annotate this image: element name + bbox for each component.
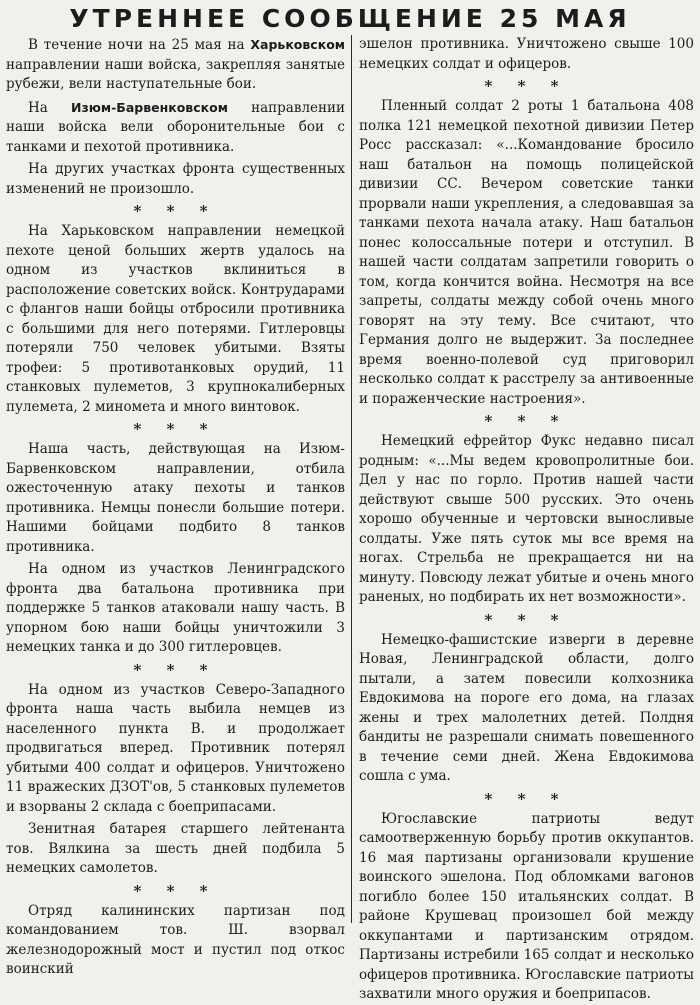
paragraph-kharkov-front	[6, 35, 345, 95]
right-column	[352, 35, 694, 1002]
paragraph-corporal-fuchs: Немецкий ефрейтор Фукс недавно писал родным: «...Мы ведем кровопролитные бои. Дел у нас по горло. Против нашей части действуют свыше 500 русских. Это очень хорошо обученные и чертовски выносливые солдаты. Уже пять суток мы все время на ногах. Стрельба не прекращается ни на минуту. Повсюду лежат убитые и очень много раненых, но подбирать их нет возможности».	[359, 433, 694, 605]
section-separator: * * *	[484, 789, 569, 808]
paragraph-izyum-front	[6, 98, 345, 158]
paragraph-northwest-front: На одном из участков Северо-Западного фронта наша часть выбила немцев из населенного пункта В. и продолжает продвигаться вперед. Противник потерял убитыми 400 солдат и офицеров. Уничтожено 11 вражеских ДЗОТ'ов, 5 станковых пулеметов и взорваны 2 склада с боеприпасами.	[6, 681, 345, 815]
section-separator: * * *	[133, 660, 218, 679]
paragraph-aa-battery: Зенитная батарея старшего лейтенанта тов. Вялкина за шесть дней подбила 5 немецких самолетов.	[6, 821, 345, 876]
paragraph-other-fronts: На других участках фронта существенных изменений не произошло.	[6, 161, 345, 197]
text-fragment: направлении наши войска вели оборонительные бои с танками и пехотой противника.	[6, 99, 345, 155]
paragraph-leningrad-front: На одном из участков Ленинградского фронта два батальона противника при поддержке 5 танков атаковали нашу часть. В упорном бою наши бойцы уничтожили 3 немецких танка и до 300 гитлеровцев.	[6, 561, 345, 655]
paragraph-yugoslav-patriots: Югославские патриоты ведут самоотверженную борьбу против оккупантов. 16 мая партизаны организовали крушение воинского эшелона. Под обломками вагонов погибло более 150 итальянских солдат. В районе Крушевац произошел бой между оккупантами и партизанским отрядом. Партизаны истребили 165 солдат и несколько офицеров противника. Югославские патриоты захватили много оружия и боеприпасов.	[359, 810, 694, 1002]
place-kharkov: Харьковском	[250, 37, 345, 52]
section-separator: * * *	[133, 881, 218, 900]
text-fragment: На	[28, 99, 72, 116]
section-separator: * * *	[133, 420, 218, 438]
paragraph-partisans-continued: эшелон противника. Уничтожено свыше 100 немецких солдат и офицеров.	[359, 36, 694, 72]
paragraph-izyum-tanks: Наша часть, действующая на Изюм-Барвенковском направлении, отбила ожесточенную атаку пехоты и танков противника. Немцы понесли большие потери. Нашими бойцами подбито 8 танков противника.	[6, 441, 345, 555]
section-separator: * * *	[133, 202, 218, 220]
left-column	[6, 35, 351, 977]
section-separator: * * *	[484, 412, 569, 430]
paragraph-prisoner-ross: Пленный солдат 2 роты 1 батальона 408 полка 121 немецкой пехотной дивизии Петер Росс рассказал: «...Командование бросило наш батальон на помощь полицейской дивизии СС. Вечером советские танки прорвали наши укрепления, а следовавшая за танками пехота начала атаку. Наш батальон понес колоссальные потери и отступил. В нашей части солдатам запретили говорить о том, когда кончится война. Несмотря на все запреты, солдаты между собой очень много говорят на эту тему. Все считают, что Германия долго не выдержит. За последнее время военно-полевой суд приговорил несколько солдат к расстрелу за антивоенные и пораженческие настроения».	[359, 98, 694, 407]
paragraph-evdokimov: Немецко-фашистские изверги в деревне Новая, Ленинградской области, долго пытали, а затем повесили колхозника Евдокимова на пороге его дома, на глазах жены и трех малолетних детей. Полдня бандиты не разрешали снимать повешенного в течение семи дней. Жена Евдокимова сошла с ума.	[359, 631, 694, 784]
section-separator: * * *	[484, 77, 569, 95]
headline: УТРЕННЕЕ СООБЩЕНИЕ 25 МАЯ	[69, 4, 631, 33]
paragraph-kharkov-counterattack: На Харьковском направлении немецкой пехоте ценой больших жертв удалось на одном из участков вклиниться в расположение советских войск. Контрударами с флангов наши бойцы отбросили противника с большими для него потерями. Гитлеровцы потеряли 750 человек убитыми. Взяты трофеи: 5 противотанковых орудий, 11 станковых пулеметов, 3 крупнокалиберных пулемета, 2 миномета и много винтовок.	[6, 223, 345, 415]
text-fragment: направлении наши войска, закрепляя занятые рубежи, вели наступательные бои.	[6, 56, 345, 92]
text-fragment: В течение ночи на 25 мая на	[28, 37, 251, 53]
place-izyum-barvenkovo: Изюм-Барвенковском	[71, 99, 228, 115]
paragraph-partisans-kalinin: Отряд калининских партизан под командованием тов. Ш. взорвал железнодорожный мост и пустил под откос воинский	[6, 902, 345, 977]
article-columns	[6, 35, 694, 1002]
section-separator: * * *	[484, 610, 569, 629]
